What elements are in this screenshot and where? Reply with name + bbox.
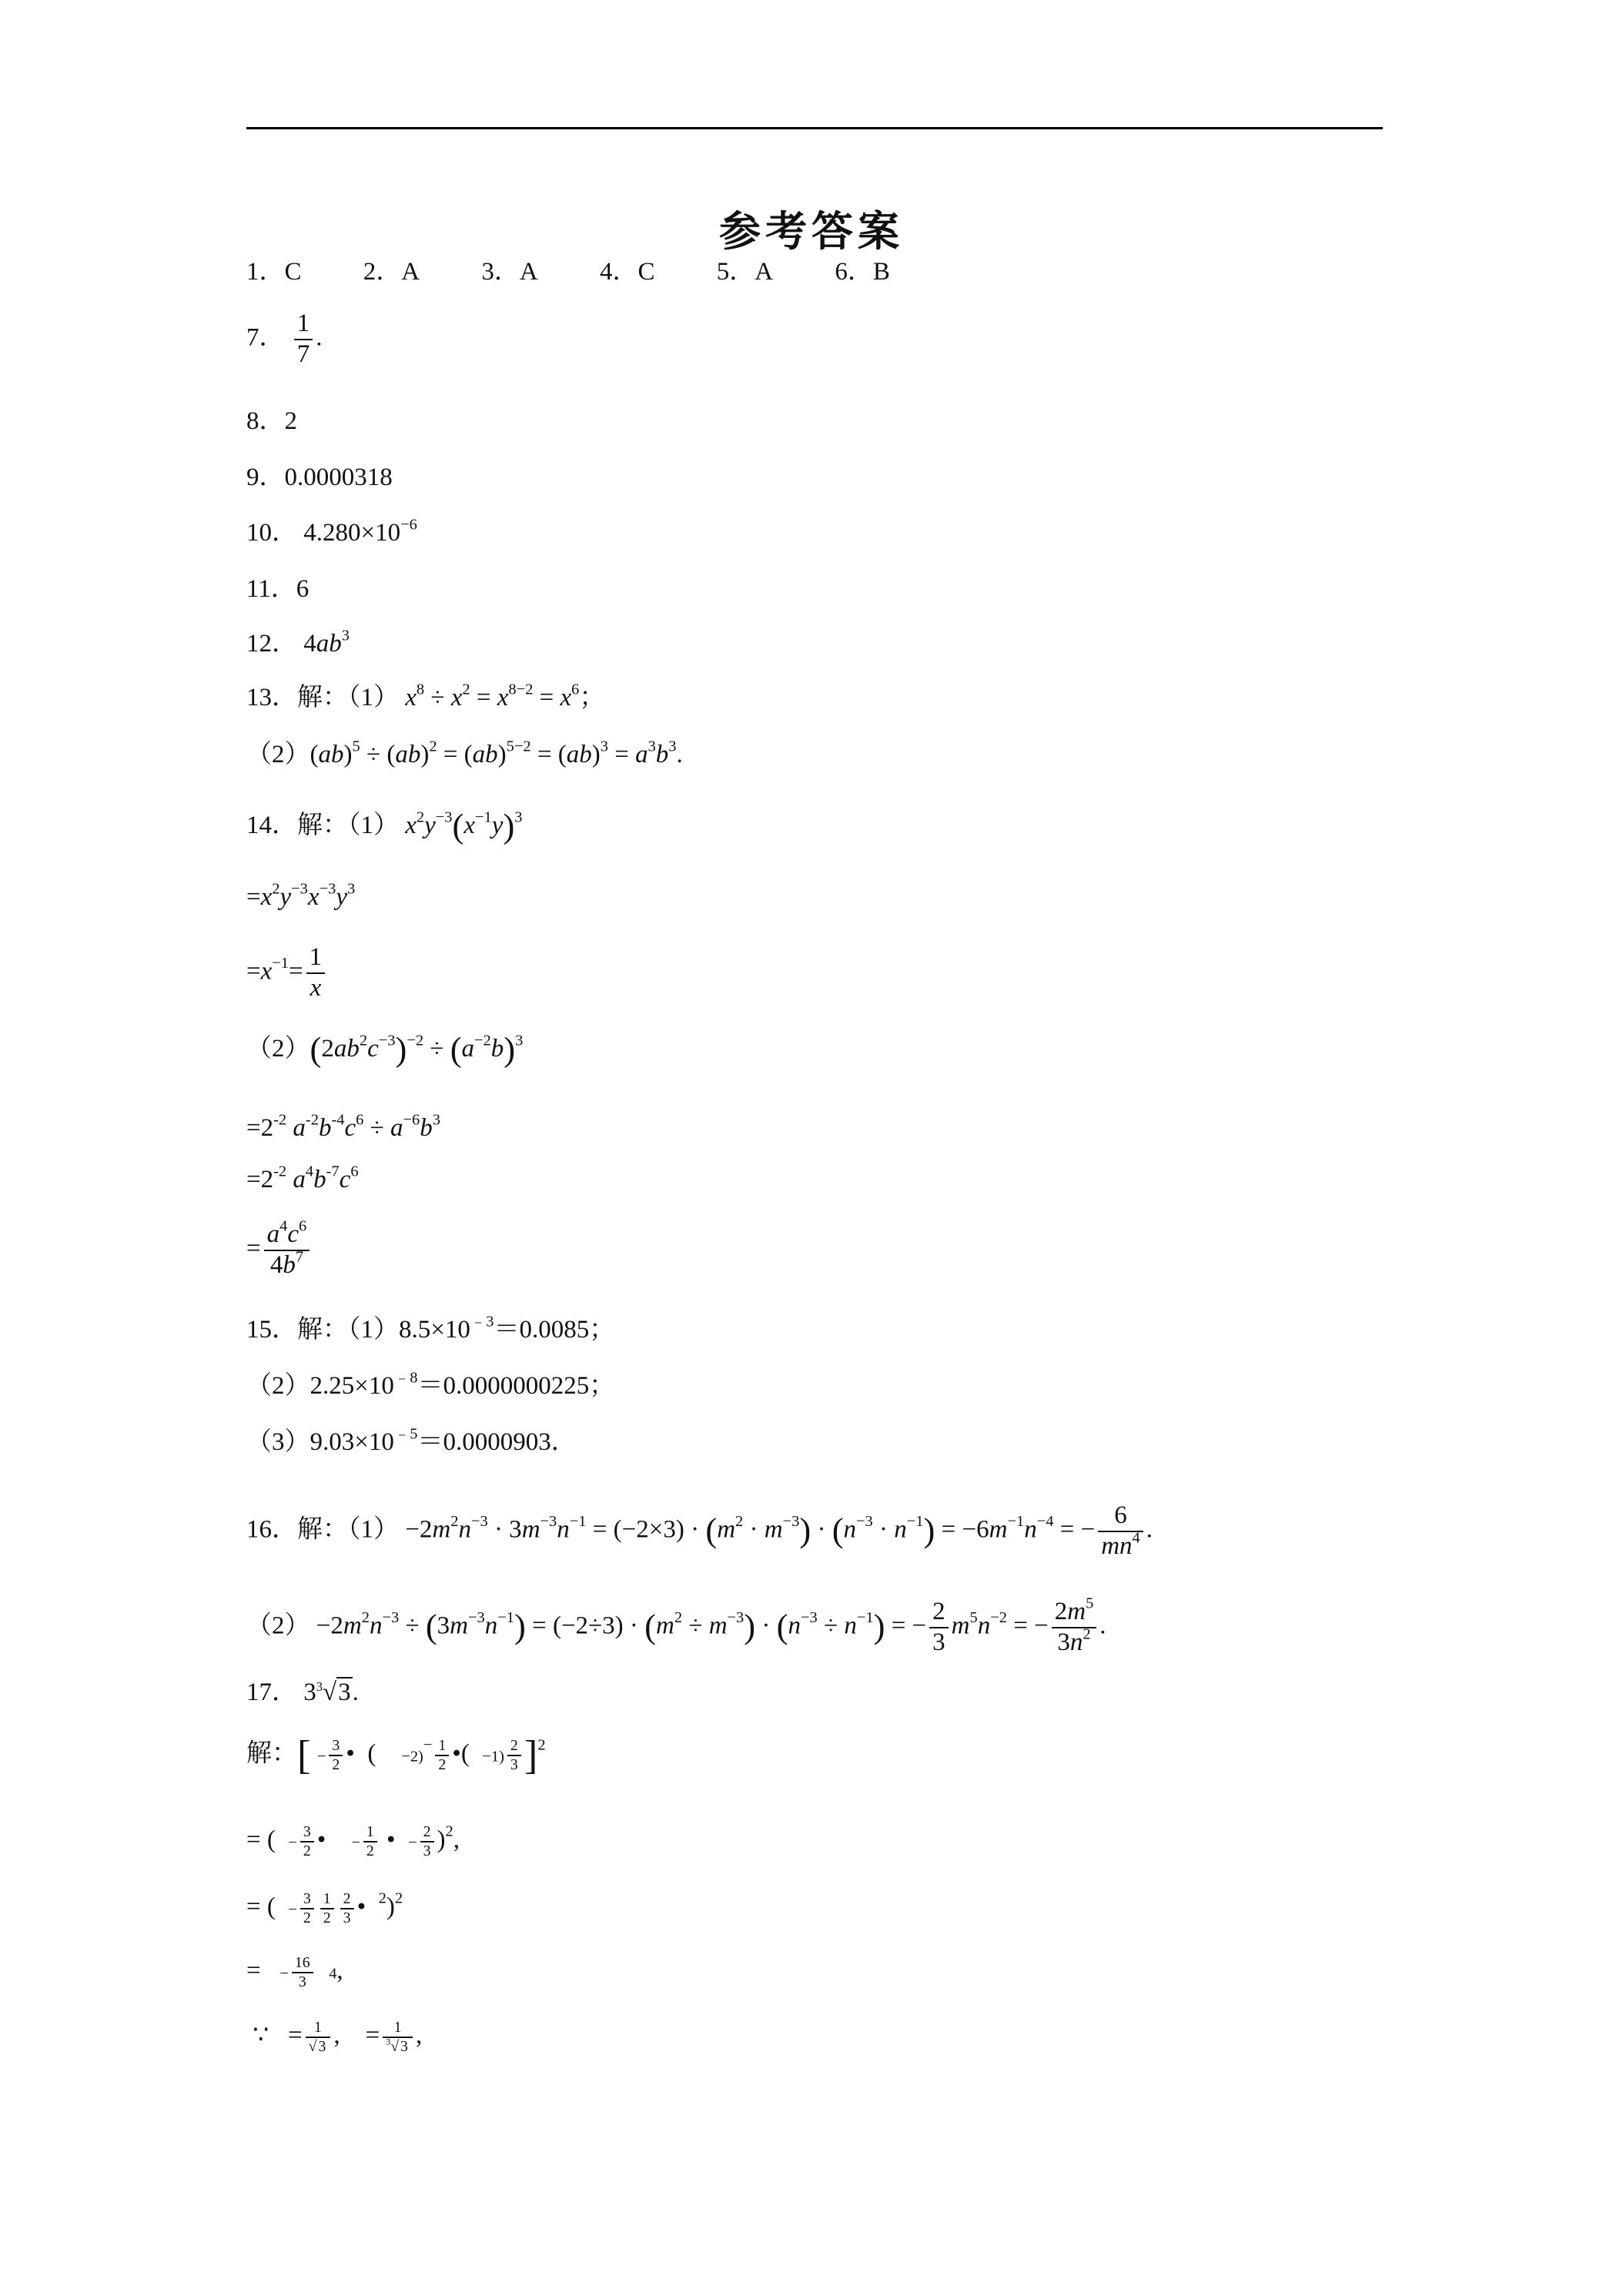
header-rule xyxy=(246,127,1383,129)
mc-answer-3: 3．A xyxy=(481,258,538,286)
answer-16-part-1: 16．解：$(1) -2m^2n^{-3} \cdot 3m^{-3}n^{-1} = (-2\times 3) \cdot (m^2 \cdot m^{-3}) \cdot (n^{-3} \cdot n^{-1}) = -6m^{-1}n^{-4}$ = − $\frac{6}{mn^4}$ . xyxy=(246,1501,1153,1560)
answer-14-step: $=2^{-2}$ $a^4b^{-7}c^6$ xyxy=(246,1163,359,1193)
answer-7: 7． $\frac{1}{7}$ . xyxy=(246,310,323,368)
answer-14-step: $=2^{-2}$ $a^{-2}b^{-4}c^6 \div a^{-6}b^3$ xyxy=(246,1111,440,1142)
solution-17-line-5: ∵ = $\frac{1}{√ 3}$ , = $\frac{1}{^3√ 3}$ , xyxy=(253,2019,423,2055)
mc-answer-6: 6．B xyxy=(835,258,890,286)
solution-17-line-4: = − $\frac{16}{3}$ 4, xyxy=(246,1954,343,1990)
answer-13-part-1: 13．解：（1） $x^8 \div x^2 = x^{8-2} = x^6$； xyxy=(246,681,605,711)
mc-answer-5: 5．A xyxy=(716,258,774,286)
answer-16-part-2: $(2) -2m^2n^{-3} \div (3m^{-3}n^{-1}) = (-2\div 3) \cdot (m^2 \div m^{-3}) \cdot (n^{-3} \div n^{-1})$ = − $\frac{2}{3}$ $m^5n^{-2}$ = − $\frac{2m^5}{3n^2}$ . xyxy=(246,1595,1106,1656)
answer-14-step: $=x^2y^{-3}x^{-3}y^3$ xyxy=(246,880,356,911)
answer-14-result: = $\frac{a^4c^6}{4b^7}$ xyxy=(246,1220,313,1280)
answer-14-part-2: $(2)(2ab^2c^{-3})^{-2} \div (a^{-2}b)^3$ xyxy=(246,1029,524,1069)
page-title: 参考答案 xyxy=(719,207,904,256)
fraction: $\frac{1}{7}$ xyxy=(294,310,313,370)
mc-answer-4: 4．C xyxy=(599,258,655,286)
answer-12: 12． $4ab^3$ xyxy=(246,627,350,658)
answer-15-part-3: $(3)9.03\times 10^{﹣5}=0.0000903$． xyxy=(246,1425,577,1456)
answer-15-part-1: 15．解：$(1)8.5\times 10^{﹣3}=0.0085$； xyxy=(246,1313,615,1344)
answer-9: 9．0.0000318 xyxy=(246,464,393,491)
answer-14-part-1: 14．解：（1） $x^2y^{-3}(x^{-1}y)^3$ xyxy=(246,806,523,845)
answer-15-part-2: $(2)2.25\times 10^{﹣8}=0.0000000225$； xyxy=(246,1369,615,1400)
solution-17-line-3: = ( − $\frac{3}{2}$ $\frac{1}{2}$ $\frac{2}{3}$ • $^2$)$^2$ xyxy=(246,1889,403,1926)
answer-10: 10． $4.280\times 10^{-6}$ xyxy=(246,516,417,547)
solution-17-line-1: 解：[ − $\frac{3}{2}$ • ( −2)− $\frac{1}{2}$ •( −1) $\frac{2}{3}$ ]$^2$ xyxy=(246,1732,546,1778)
answer-17: 17． $3^3√3$. xyxy=(246,1678,359,1706)
mc-answer-2: 2．A xyxy=(363,258,420,286)
answer-11: 11．6 xyxy=(246,575,310,603)
answer-13-part-2: $(2)(ab)^5 \div (ab)^2 = (ab)^{5-2} = (ab)^3 = a^3b^3$. xyxy=(246,738,683,768)
answer-14-result: $=x^{-1}=$ $\frac{1}{x}$ xyxy=(246,943,328,1003)
solution-17-line-2: = ( − $\frac{3}{2}$ • − $\frac{1}{2}$ • − $\frac{2}{3}$ )$^2$, xyxy=(246,1822,460,1859)
mc-answer-1: 1．C xyxy=(246,258,302,286)
mc-answer-row xyxy=(246,256,890,287)
answer-8: 8．2 xyxy=(246,407,297,435)
